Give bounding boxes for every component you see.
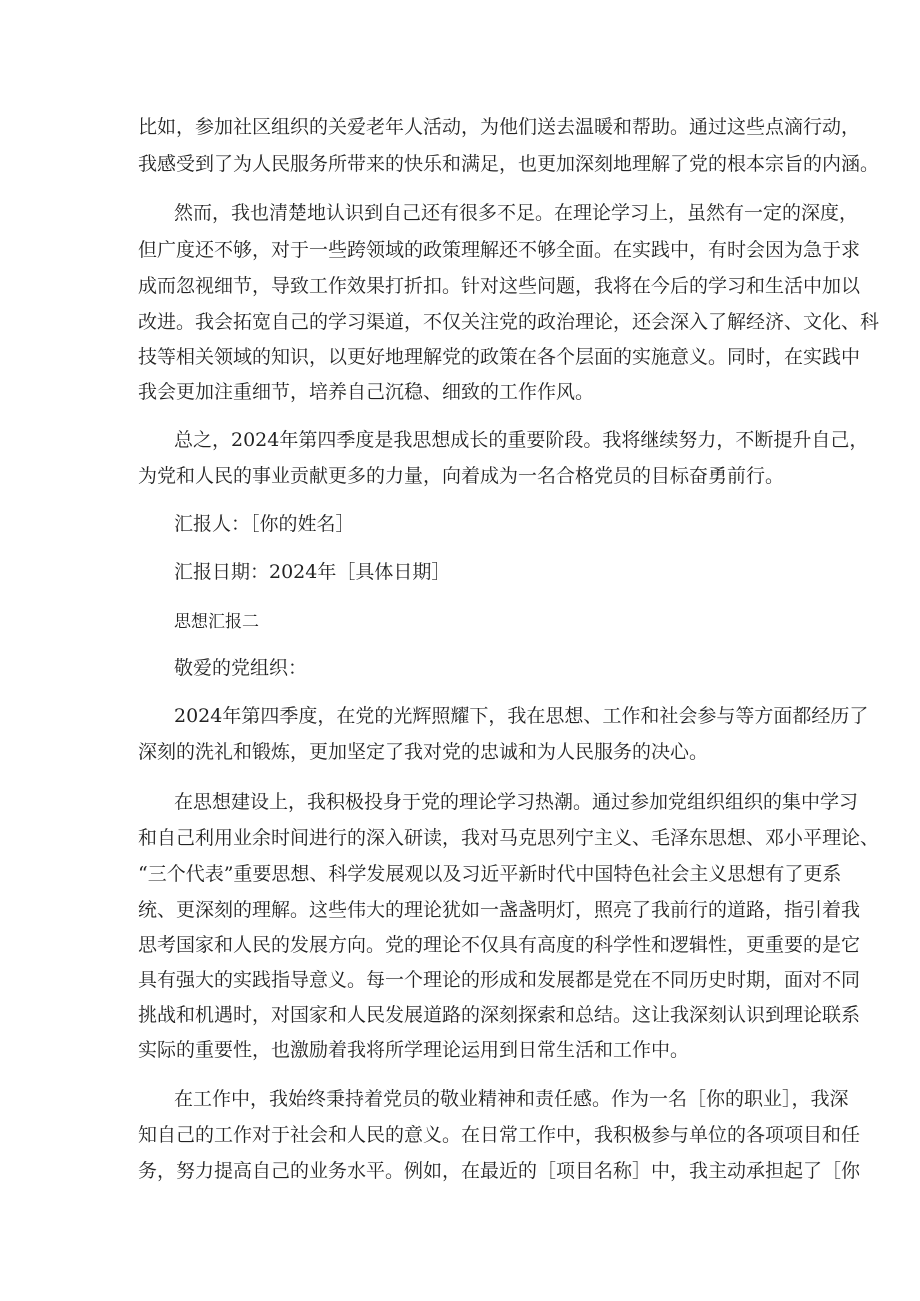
paragraph-line: 改进。我会拓宽自己的学习渠道，不仅关注党的政治理论，还会深入了解经济、文化、科	[138, 311, 880, 333]
paragraph-line: 2024年第四季度，在党的光辉照耀下，我在思想、工作和社会参与等方面都经历了	[174, 705, 869, 727]
paragraph-line: 我会更加注重细节，培养自己沉稳、细致的工作作风。	[138, 381, 595, 403]
paragraph-line: 和自己利用业余时间进行的深入研读，我对马克思列宁主义、毛泽东思想、邓小平理论、	[138, 827, 880, 849]
report-date: 汇报日期：2024年［具体日期］	[174, 561, 451, 583]
paragraph-line: 比如，参加社区组织的关爱老年人活动，为他们送去温暖和帮助。通过这些点滴行动，	[138, 116, 861, 138]
paragraph-line: 知自己的工作对于社会和人民的意义。在日常工作中，我积极参与单位的各项项目和任	[138, 1124, 861, 1146]
paragraph-line: 挑战和机遇时，对国家和人民发展道路的深刻探索和总结。这让我深刻认识到理论联系	[138, 1004, 861, 1026]
paragraph-line: 成而忽视细节，导致工作效果打折扣。针对这些问题，我将在今后的学习和生活中加以	[138, 275, 861, 297]
paragraph-line: 深刻的洗礼和锻炼，更加坚定了我对党的忠诚和为人民服务的决心。	[138, 741, 709, 763]
paragraph-line: 我感受到了为人民服务所带来的快乐和满足，也更加深刻地理解了党的根本宗旨的内涵。	[138, 153, 880, 175]
paragraph-line: 总之，2024年第四季度是我思想成长的重要阶段。我将继续努力，不断提升自己，	[174, 429, 869, 451]
paragraph-line: 技等相关领域的知识，以更好地理解党的政策在各个层面的实施意义。同时，在实践中	[138, 346, 861, 368]
salutation: 敬爱的党组织：	[174, 657, 308, 679]
paragraph-line: 但广度还不够，对于一些跨领域的政策理解还不够全面。在实践中，有时会因为急于求	[138, 239, 861, 261]
paragraph-line: 在工作中，我始终秉持着党员的敬业精神和责任感。作为一名［你的职业］，我深	[174, 1088, 849, 1110]
paragraph-line: “三个代表”重要思想、科学发展观以及习近平新时代中国特色社会主义思想有了更系	[138, 863, 842, 885]
section-title: 思想汇报二	[174, 612, 259, 632]
paragraph-line: 务，努力提高自己的业务水平。例如，在最近的［项目名称］中，我主动承担起了［你	[138, 1160, 861, 1182]
paragraph-line: 思考国家和人民的发展方向。党的理论不仅具有高度的科学性和逻辑性，更重要的是它	[138, 934, 861, 956]
paragraph-line: 统、更深刻的理解。这些伟大的理论犹如一盏盏明灯，照亮了我前行的道路，指引着我	[138, 899, 861, 921]
reporter-name: 汇报人：［你的姓名］	[174, 513, 355, 535]
paragraph-line: 实际的重要性，也激励着我将所学理论运用到日常生活和工作中。	[138, 1039, 690, 1061]
paragraph-line: 为党和人民的事业贡献更多的力量，向着成为一名合格党员的目标奋勇前行。	[138, 465, 785, 487]
paragraph-line: 然而，我也清楚地认识到自己还有很多不足。在理论学习上，虽然有一定的深度，	[174, 202, 859, 224]
paragraph-line: 具有强大的实践指导意义。每一个理论的形成和发展都是党在不同历史时期，面对不同	[138, 969, 861, 991]
paragraph-line: 在思想建设上，我积极投身于党的理论学习热潮。通过参加党组织组织的集中学习	[174, 791, 859, 813]
